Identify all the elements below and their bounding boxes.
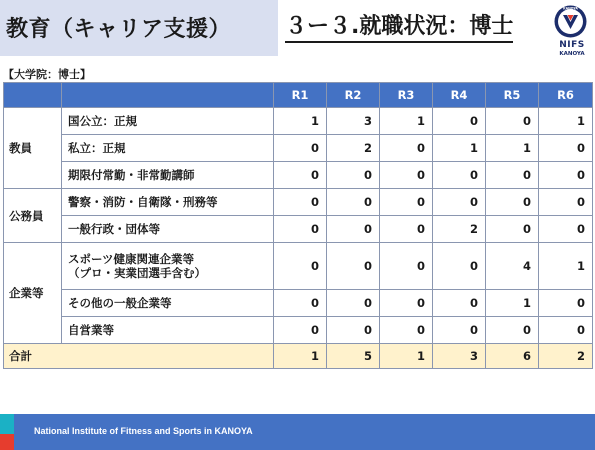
row-label: 自営業等	[62, 317, 274, 344]
value-cell: 0	[433, 162, 486, 189]
value-cell: 4	[486, 243, 539, 290]
value-cell: 0	[539, 162, 593, 189]
value-cell: 0	[380, 290, 433, 317]
value-cell: 1	[486, 135, 539, 162]
value-cell: 1	[539, 108, 593, 135]
value-cell: 0	[380, 162, 433, 189]
value-cell: 0	[380, 189, 433, 216]
logo-subtext: KANOYA	[559, 51, 585, 57]
total-value-cell: 3	[433, 344, 486, 369]
value-cell: 0	[433, 317, 486, 344]
table-row	[4, 290, 593, 317]
total-value-cell: 2	[539, 344, 593, 369]
value-cell: 0	[433, 189, 486, 216]
total-value-cell: 5	[327, 344, 380, 369]
table-row	[4, 216, 593, 243]
total-label: 合計	[4, 344, 274, 369]
value-cell: 0	[327, 162, 380, 189]
category-cell: 公務員	[4, 189, 62, 243]
value-cell: 0	[433, 243, 486, 290]
value-cell: 0	[274, 290, 327, 317]
total-row	[4, 344, 593, 369]
row-label: 警察・消防・自衛隊・刑務等	[62, 189, 274, 216]
footer-accent-bar	[0, 434, 14, 450]
row-label: 一般行政・団体等	[62, 216, 274, 243]
row-label: 私立：正規	[62, 135, 274, 162]
value-cell: 0	[539, 290, 593, 317]
column-header: R2	[327, 83, 380, 108]
employment-table	[3, 82, 593, 369]
value-cell: 1	[539, 243, 593, 290]
value-cell: 1	[486, 290, 539, 317]
column-header: R1	[274, 83, 327, 108]
value-cell: 2	[327, 135, 380, 162]
page-subtitle: ３ー３.就職状況：博士	[285, 14, 513, 43]
value-cell: 0	[433, 290, 486, 317]
value-cell: 0	[274, 243, 327, 290]
category-cell: 企業等	[4, 243, 62, 344]
table-row	[4, 317, 593, 344]
value-cell: 0	[274, 216, 327, 243]
value-cell: 1	[433, 135, 486, 162]
value-cell: 0	[486, 216, 539, 243]
row-label: その他の一般企業等	[62, 290, 274, 317]
value-cell: 0	[433, 108, 486, 135]
section-label: 【大学院：博士】	[3, 68, 91, 81]
logo-wordmark: NIFS	[559, 40, 585, 50]
value-cell: 0	[327, 216, 380, 243]
table-row	[4, 135, 593, 162]
table-row	[4, 108, 593, 135]
logo-ring-text: KANOYA	[563, 6, 578, 11]
table-header-row	[4, 83, 593, 108]
page-title: 教育（キャリア支援）	[6, 17, 232, 42]
nifs-logo	[552, 5, 592, 63]
value-cell: 0	[486, 189, 539, 216]
title-band	[0, 0, 278, 56]
table-row	[4, 243, 593, 290]
column-header: R5	[486, 83, 539, 108]
value-cell: 2	[433, 216, 486, 243]
value-cell: 0	[486, 317, 539, 344]
row-label-line: （プロ・実業団選手含む）	[68, 266, 206, 280]
total-value-cell: 1	[274, 344, 327, 369]
value-cell: 0	[380, 216, 433, 243]
nifs-emblem-icon	[554, 5, 587, 38]
column-header: R3	[380, 83, 433, 108]
value-cell: 0	[274, 162, 327, 189]
column-header: R6	[539, 83, 593, 108]
column-header: R4	[433, 83, 486, 108]
value-cell: 0	[486, 162, 539, 189]
row-label	[62, 243, 274, 290]
value-cell: 0	[327, 243, 380, 290]
value-cell: 0	[539, 189, 593, 216]
value-cell: 0	[539, 216, 593, 243]
footer-text: National Institute of Fitness and Sports in KANOYA	[34, 426, 253, 436]
row-label: 国公立：正規	[62, 108, 274, 135]
header-blank-cell	[4, 83, 62, 108]
table-row	[4, 189, 593, 216]
total-value-cell: 6	[486, 344, 539, 369]
value-cell: 0	[380, 135, 433, 162]
value-cell: 0	[274, 189, 327, 216]
value-cell: 0	[539, 135, 593, 162]
value-cell: 0	[539, 317, 593, 344]
value-cell: 0	[327, 189, 380, 216]
table-row	[4, 162, 593, 189]
category-cell: 教員	[4, 108, 62, 189]
value-cell: 3	[327, 108, 380, 135]
value-cell: 0	[380, 317, 433, 344]
value-cell: 0	[274, 135, 327, 162]
total-value-cell: 1	[380, 344, 433, 369]
footer-accent-bar	[0, 414, 14, 434]
value-cell: 0	[327, 290, 380, 317]
header-blank-cell	[62, 83, 274, 108]
value-cell: 1	[380, 108, 433, 135]
value-cell: 0	[274, 317, 327, 344]
row-label: 期限付常勤・非常勤講師	[62, 162, 274, 189]
value-cell: 0	[327, 317, 380, 344]
value-cell: 0	[380, 243, 433, 290]
value-cell: 0	[486, 108, 539, 135]
value-cell: 1	[274, 108, 327, 135]
row-label-line: スポーツ健康関連企業等	[68, 252, 195, 266]
